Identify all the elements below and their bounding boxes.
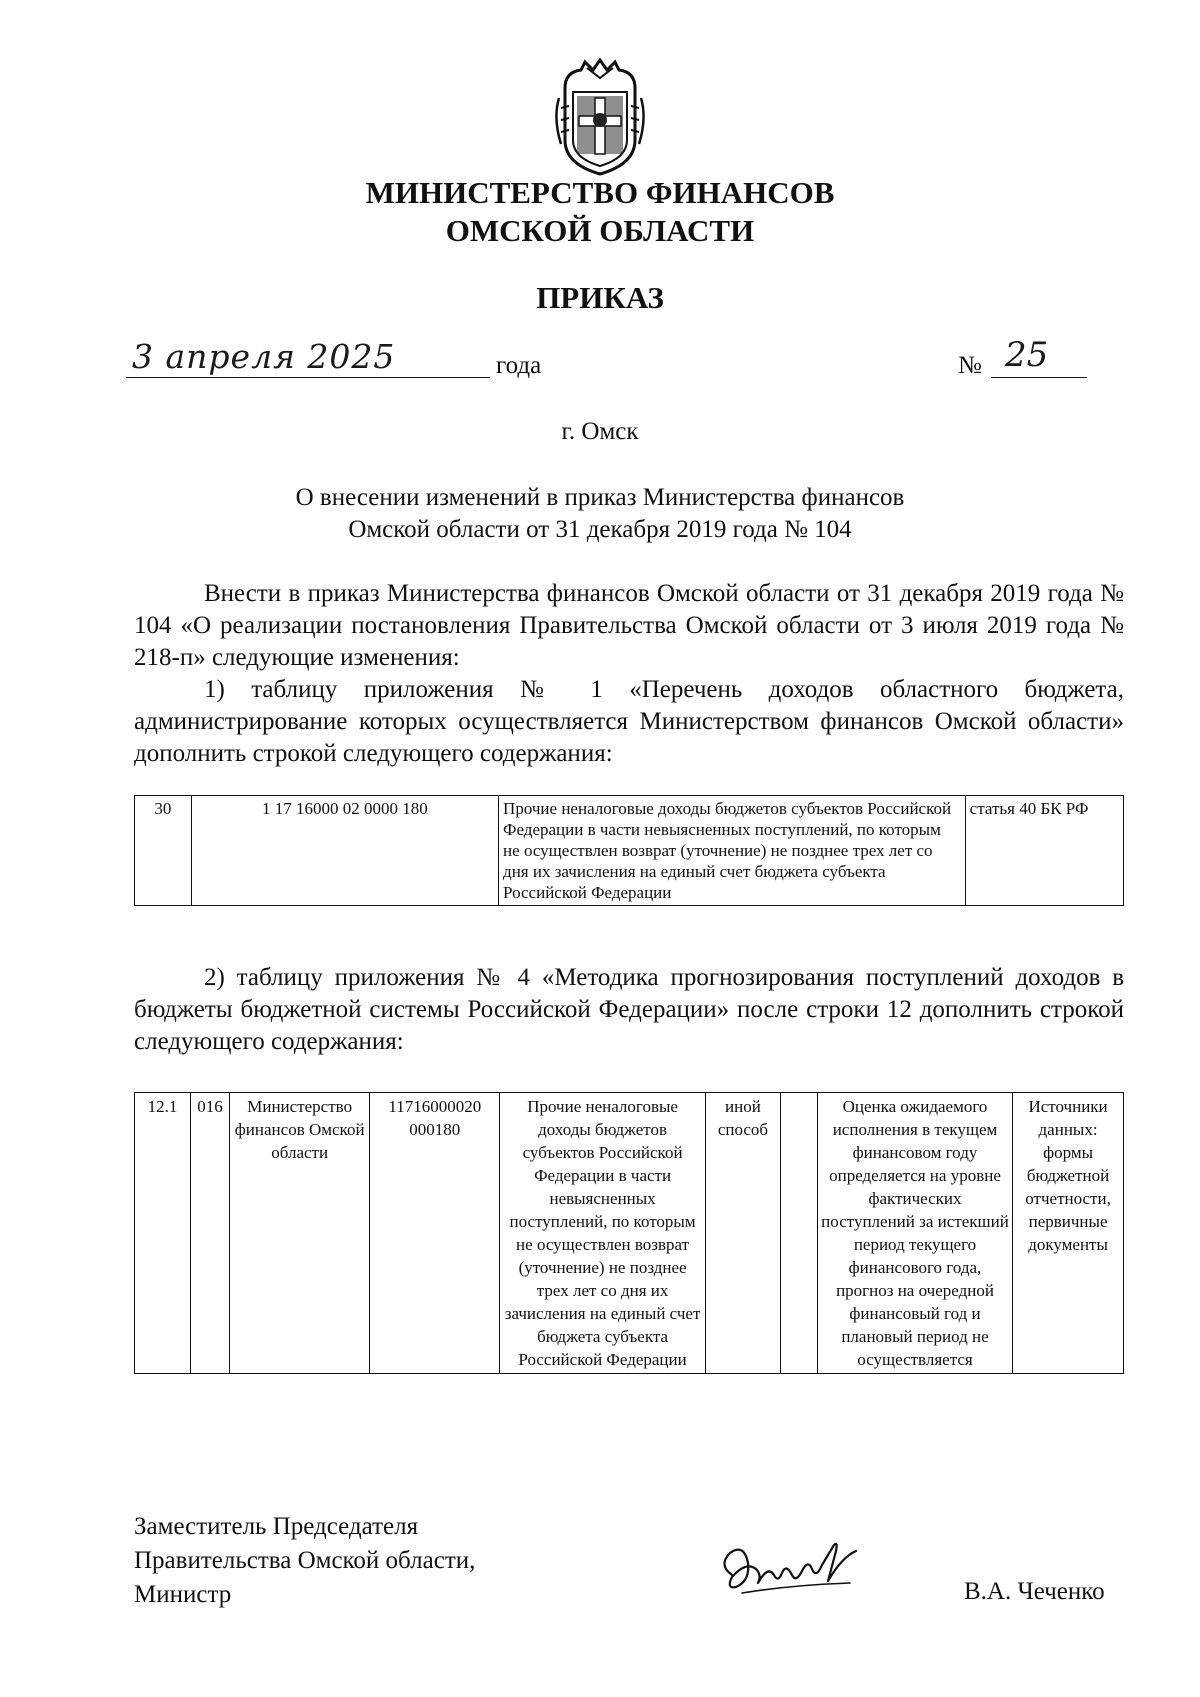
city: г. Омск [561,418,639,445]
number-sign: № [958,352,982,379]
signatory-title [134,1510,475,1612]
cell-name: Прочие неналоговые доходы бюджетов субъектов Российской Федерации в части невыясненных поступлений, по которым не осуществлен возврат (уточнение) не позднее трех лет со дня их зачисления на единый счет бюджета субъекта Российской Федерации [499,796,966,906]
table-row [135,1093,1124,1374]
ministry-title-line1: МИНИСТЕРСТВО ФИНАНСОВ [365,175,835,210]
cell-basis: статья 40 БК РФ [965,796,1123,906]
date-suffix: года [496,352,542,379]
subject-line1: О внесении изменений в приказ Министерства финансов [295,484,905,511]
signatory-name: В.А. Чеченко [964,1578,1105,1605]
cell-method: иной способ [705,1093,780,1374]
subject-line2: Омской области от 31 декабря 2019 года № 104 [348,516,852,543]
cell-num: 12.1 [135,1093,191,1374]
number-handwritten: 25 [1005,335,1049,375]
number-field [991,335,1087,378]
ministry-title-line2: ОМСКОЙ ОБЛАСТИ [445,213,755,248]
order-subject [0,482,1200,546]
body-paragraph-2: 1) таблицу приложения № 1 «Перечень доходов областного бюджета, администрирование которых осуществляется Министерством финансов Омской области» дополнить строкой следующего содержания: [134,676,1124,767]
date-field [126,337,490,378]
coat-of-arms-icon [551,58,649,176]
body-paragraph-1: Внести в приказ Министерства финансов Омской области от 31 декабря 2019 года № 104 «О реализации постановления Правительства Омской области от 3 июля 2019 года № 218-п» следующие изменения: [134,580,1124,671]
signatory-line1: Заместитель Председателя [134,1513,419,1540]
cell-num: 30 [135,796,192,906]
body-paragraph-3: 2) таблицу приложения № 4 «Методика прогнозирования поступлений доходов в бюджеты бюджетной системы Российской Федерации» после строки 12 дополнить строкой следующего содержания: [134,964,1124,1055]
table-row [135,796,1124,906]
date-handwritten: 3 апреля 2025 [132,337,396,376]
signatory-line2: Правительства Омской области, [134,1547,476,1574]
cell-formula [780,1093,817,1374]
cell-algorithm: Оценка ожидаемого исполнения в текущем финансовом году определяется на уровне фактических поступлений за истекший период текущего финансового года, прогноз на очередной финансовый год и плановый период не осуществляется [817,1093,1012,1374]
table-appendix-4 [134,1092,1124,1374]
cell-income-name: Прочие неналоговые доходы бюджетов субъектов Российской Федерации в части невыясненных поступлений, по которым не осуществлен возврат (уточнение) не позднее трех лет со дня их зачисления на единый счет бюджета субъекта Российской Федерации [500,1093,706,1374]
signatory-line3: Министр [134,1581,232,1608]
handwritten-signature [712,1535,862,1605]
cell-admin-code: 016 [190,1093,229,1374]
cell-admin-name: Министерство финансов Омской области [229,1093,369,1374]
table-appendix-1 [134,795,1124,906]
order-title: ПРИКАЗ [536,280,664,315]
cell-kbk: 11716000020 000180 [370,1093,500,1374]
ministry-title [0,174,1200,250]
cell-code: 1 17 16000 02 0000 180 [191,796,498,906]
cell-sources: Источники данных: формы бюджетной отчетности, первичные документы [1013,1093,1124,1374]
